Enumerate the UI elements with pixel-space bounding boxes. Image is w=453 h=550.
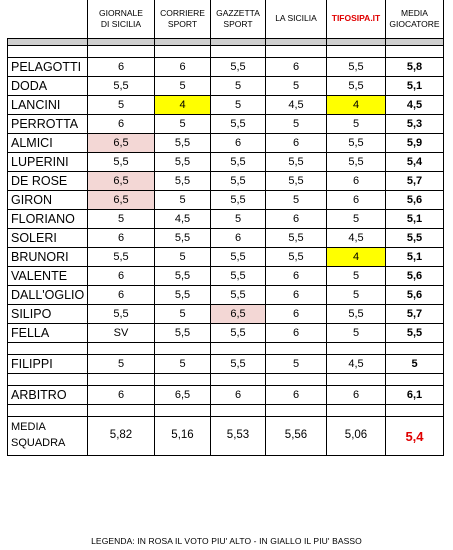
spacer-cell xyxy=(327,39,386,46)
player-row xyxy=(8,191,444,210)
player-row xyxy=(8,286,444,305)
vote-cell: 5 xyxy=(88,210,155,229)
legend: LEGENDA: IN ROSA IL VOTO PIU' ALTO - IN GIALLO IL PIU' BASSO xyxy=(91,536,362,546)
spacer-cell xyxy=(386,405,444,417)
vote-cell: 5,5 xyxy=(211,355,266,374)
spacer-cell xyxy=(8,39,88,46)
ratings-table xyxy=(7,0,444,456)
spacer-cell xyxy=(88,343,155,355)
vote-cell: 4,5 xyxy=(266,96,327,115)
player-average: 4,5 xyxy=(386,96,444,115)
player-row xyxy=(8,229,444,248)
vote-cell: 5,5 xyxy=(327,77,386,96)
spacer-cell xyxy=(386,343,444,355)
spacer-cell xyxy=(155,39,211,46)
header-row xyxy=(8,0,444,39)
player-average: 5,7 xyxy=(386,305,444,324)
vote-cell: 5,5 xyxy=(155,134,211,153)
vote-cell: 5,5 xyxy=(211,267,266,286)
player-name: VALENTE xyxy=(8,267,88,286)
vote-cell: 6 xyxy=(327,386,386,405)
team-vote-cell: 5,56 xyxy=(266,417,327,456)
player-name: ALMICI xyxy=(8,134,88,153)
vote-cell: 5,5 xyxy=(211,115,266,134)
vote-cell: 5 xyxy=(155,191,211,210)
vote-cell: 5,5 xyxy=(266,229,327,248)
header-cell: GAZZETTA SPORT xyxy=(211,0,266,39)
team-vote-cell: 5,16 xyxy=(155,417,211,456)
spacer-cell xyxy=(327,374,386,386)
team-vote-cell: 5,53 xyxy=(211,417,266,456)
vote-cell: 6 xyxy=(155,58,211,77)
spacer-cell xyxy=(155,374,211,386)
vote-cell: 6 xyxy=(88,267,155,286)
vote-cell: 6 xyxy=(327,191,386,210)
team-average-value: 5,4 xyxy=(386,417,444,456)
vote-cell: 6 xyxy=(211,229,266,248)
vote-cell: 5,5 xyxy=(327,58,386,77)
vote-cell: 5,5 xyxy=(211,172,266,191)
vote-cell: 6 xyxy=(211,386,266,405)
vote-cell: 6 xyxy=(266,324,327,343)
vote-cell: 6,5 xyxy=(211,305,266,324)
spacer-cell xyxy=(211,405,266,417)
vote-cell: 5 xyxy=(155,115,211,134)
spacer-cell xyxy=(266,39,327,46)
vote-cell: 5 xyxy=(327,267,386,286)
substitute-row xyxy=(8,355,444,374)
vote-cell: 4 xyxy=(327,248,386,267)
vote-cell: 6 xyxy=(266,386,327,405)
vote-cell: 6 xyxy=(266,305,327,324)
player-row xyxy=(8,210,444,229)
vote-cell: 5,5 xyxy=(155,267,211,286)
spacer-cell xyxy=(211,39,266,46)
vote-cell: 5 xyxy=(266,191,327,210)
spacer-cell xyxy=(8,405,88,417)
ratings-table-body xyxy=(8,0,444,456)
spacer-cell xyxy=(266,46,327,58)
player-name: GIRON xyxy=(8,191,88,210)
spacer-cell xyxy=(211,46,266,58)
player-name: DE ROSE xyxy=(8,172,88,191)
player-name: DALL'OGLIO xyxy=(8,286,88,305)
vote-cell: 6,5 xyxy=(88,134,155,153)
vote-cell: 5,5 xyxy=(211,153,266,172)
vote-cell: 5,5 xyxy=(155,229,211,248)
player-average: 5,6 xyxy=(386,191,444,210)
header-cell: TIFOSIPA.IT xyxy=(327,0,386,39)
spacer-cell xyxy=(88,46,155,58)
vote-cell: 6 xyxy=(88,386,155,405)
header-cell: MEDIA GIOCATORE xyxy=(386,0,444,39)
player-row xyxy=(8,58,444,77)
vote-cell: 6,5 xyxy=(88,172,155,191)
vote-cell: 5 xyxy=(211,210,266,229)
player-name: FILIPPI xyxy=(8,355,88,374)
vote-cell: 5,5 xyxy=(211,58,266,77)
vote-cell: 5 xyxy=(211,77,266,96)
player-row xyxy=(8,115,444,134)
vote-cell: 5 xyxy=(88,355,155,374)
vote-cell: 5 xyxy=(155,77,211,96)
player-row xyxy=(8,172,444,191)
player-name: SILIPO xyxy=(8,305,88,324)
vote-cell: 5 xyxy=(211,96,266,115)
vote-cell: 6 xyxy=(266,286,327,305)
vote-cell: 6 xyxy=(88,115,155,134)
vote-cell: 6,5 xyxy=(88,191,155,210)
player-name: SOLERI xyxy=(8,229,88,248)
player-average: 5,1 xyxy=(386,210,444,229)
player-name: ARBITRO xyxy=(8,386,88,405)
spacer-row xyxy=(8,46,444,58)
vote-cell: 5 xyxy=(266,77,327,96)
spacer-cell xyxy=(88,39,155,46)
team-average-label: MEDIA SQUADRA xyxy=(8,417,88,456)
spacer-cell xyxy=(386,374,444,386)
vote-cell: 5,5 xyxy=(211,286,266,305)
spacer-row xyxy=(8,405,444,417)
spacer-cell xyxy=(8,343,88,355)
vote-cell: 5,5 xyxy=(155,172,211,191)
spacer-row xyxy=(8,374,444,386)
vote-cell: 5,5 xyxy=(327,134,386,153)
vote-cell: 6 xyxy=(266,134,327,153)
vote-cell: 6 xyxy=(211,134,266,153)
player-row xyxy=(8,248,444,267)
spacer-cell xyxy=(88,405,155,417)
player-average: 5,1 xyxy=(386,248,444,267)
vote-cell: 5 xyxy=(266,355,327,374)
player-average: 5,6 xyxy=(386,286,444,305)
player-row xyxy=(8,96,444,115)
spacer-cell xyxy=(327,46,386,58)
player-average: 5,3 xyxy=(386,115,444,134)
player-name: LANCINI xyxy=(8,96,88,115)
player-row xyxy=(8,77,444,96)
vote-cell: 5 xyxy=(327,115,386,134)
player-average: 5,9 xyxy=(386,134,444,153)
vote-cell: 5 xyxy=(327,286,386,305)
player-name: FLORIANO xyxy=(8,210,88,229)
spacer-cell xyxy=(266,405,327,417)
vote-cell: 5 xyxy=(88,96,155,115)
vote-cell: 5,5 xyxy=(155,286,211,305)
team-average-row xyxy=(8,417,444,456)
vote-cell: 5 xyxy=(327,210,386,229)
spacer-cell xyxy=(8,374,88,386)
spacer-row xyxy=(8,343,444,355)
player-average: 5,1 xyxy=(386,77,444,96)
vote-cell: 5,5 xyxy=(88,153,155,172)
spacer-cell xyxy=(155,46,211,58)
referee-row xyxy=(8,386,444,405)
vote-cell: SV xyxy=(88,324,155,343)
spacer-cell xyxy=(155,343,211,355)
vote-cell: 5,5 xyxy=(211,248,266,267)
player-name: PERROTTA xyxy=(8,115,88,134)
header-cell: CORRIERE SPORT xyxy=(155,0,211,39)
spacer-cell xyxy=(266,343,327,355)
vote-cell: 4 xyxy=(327,96,386,115)
player-name: FELLA xyxy=(8,324,88,343)
spacer-cell xyxy=(386,39,444,46)
player-row xyxy=(8,324,444,343)
player-average: 5,4 xyxy=(386,153,444,172)
player-row xyxy=(8,305,444,324)
vote-cell: 5,5 xyxy=(155,153,211,172)
spacer-cell xyxy=(211,374,266,386)
player-row xyxy=(8,134,444,153)
spacer-cell xyxy=(266,374,327,386)
player-row xyxy=(8,267,444,286)
spacer-cell xyxy=(155,405,211,417)
vote-cell: 5,5 xyxy=(266,248,327,267)
vote-cell: 5,5 xyxy=(88,305,155,324)
header-cell: GIORNALE DI SICILIA xyxy=(88,0,155,39)
vote-cell: 6 xyxy=(88,286,155,305)
vote-cell: 5 xyxy=(155,248,211,267)
vote-cell: 5,5 xyxy=(266,172,327,191)
vote-cell: 6 xyxy=(327,172,386,191)
player-row xyxy=(8,153,444,172)
spacer-cell xyxy=(88,374,155,386)
player-name: LUPERINI xyxy=(8,153,88,172)
spacer-cell xyxy=(8,46,88,58)
player-average: 5,7 xyxy=(386,172,444,191)
player-average: 5 xyxy=(386,355,444,374)
vote-cell: 5,5 xyxy=(211,324,266,343)
vote-cell: 5 xyxy=(155,305,211,324)
player-average: 5,5 xyxy=(386,229,444,248)
player-average: 5,6 xyxy=(386,267,444,286)
vote-cell: 4 xyxy=(155,96,211,115)
vote-cell: 4,5 xyxy=(155,210,211,229)
spacer-cell xyxy=(327,405,386,417)
spacer-cell xyxy=(386,46,444,58)
vote-cell: 6 xyxy=(88,229,155,248)
vote-cell: 6,5 xyxy=(155,386,211,405)
player-average: 6,1 xyxy=(386,386,444,405)
vote-cell: 5,5 xyxy=(155,324,211,343)
player-average: 5,5 xyxy=(386,324,444,343)
player-name: BRUNORI xyxy=(8,248,88,267)
vote-cell: 5,5 xyxy=(266,153,327,172)
vote-cell: 5,5 xyxy=(88,248,155,267)
vote-cell: 6 xyxy=(266,210,327,229)
vote-cell: 5,5 xyxy=(327,305,386,324)
vote-cell: 5,5 xyxy=(327,153,386,172)
spacer-cell xyxy=(327,343,386,355)
player-name: PELAGOTTI xyxy=(8,58,88,77)
player-name: DODA xyxy=(8,77,88,96)
separator-row xyxy=(8,39,444,46)
vote-cell: 4,5 xyxy=(327,229,386,248)
spacer-cell xyxy=(211,343,266,355)
header-cell: LA SICILIA xyxy=(266,0,327,39)
team-vote-cell: 5,06 xyxy=(327,417,386,456)
vote-cell: 5 xyxy=(327,324,386,343)
header-cell xyxy=(8,0,88,39)
vote-cell: 5 xyxy=(155,355,211,374)
vote-cell: 6 xyxy=(266,267,327,286)
vote-cell: 5,5 xyxy=(211,191,266,210)
vote-cell: 6 xyxy=(266,58,327,77)
vote-cell: 5 xyxy=(266,115,327,134)
vote-cell: 4,5 xyxy=(327,355,386,374)
vote-cell: 6 xyxy=(88,58,155,77)
vote-cell: 5,5 xyxy=(88,77,155,96)
player-average: 5,8 xyxy=(386,58,444,77)
team-vote-cell: 5,82 xyxy=(88,417,155,456)
